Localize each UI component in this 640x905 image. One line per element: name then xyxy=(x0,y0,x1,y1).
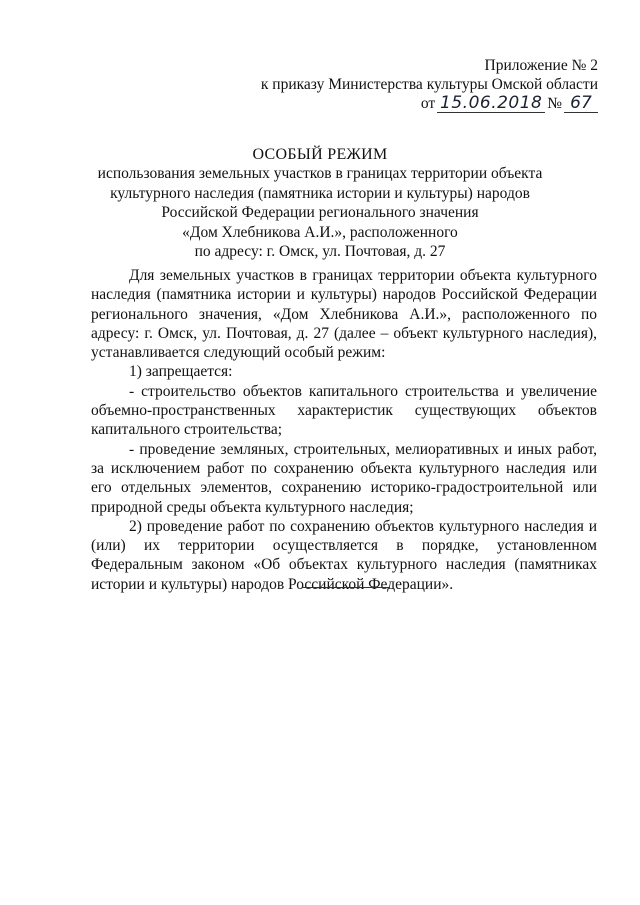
appendix-header xyxy=(261,56,598,113)
handwritten-number: 67 xyxy=(564,95,598,113)
document-body xyxy=(91,266,597,594)
paragraph-construction: - строительство объектов капитального строительства и увеличение объемно-пространственных характеристик существующих объектов капитального строительства; xyxy=(91,382,597,439)
paragraph-prohibited: 1) запрещается: xyxy=(129,363,233,381)
handwritten-date: 15.06.2018 xyxy=(437,95,545,113)
paragraph-intro: Для земельных участков в границах территории объекта культурного наследия (памятника истории и культуры) народов Российской Федерации регионального значения, «Дом Хлебникова А.И.», расположенного по адресу: г. Омск, ул. Почтовая, д. 27 (далее – объект культурного наследия), устанавливается следующий особый режим: xyxy=(91,267,597,362)
date-prefix: от xyxy=(420,95,436,112)
document-title: ОСОБЫЙ РЕЖИМ xyxy=(252,146,388,163)
paragraph-earthworks: - проведение земляных, строительных, мелиоративных и иных работ, за исключением работ по сохранению объекта культурного наследия или его отдельных элементов, сохранению историко-градостроительной или природной среды объекта культурного наследия; xyxy=(91,440,597,516)
paragraph-preservation: 2) проведение работ по сохранению объектов культурного наследия и (или) их территории осуществляется в порядке, установленном Федеральным законом «Об объектах культурного наследия (памятниках истории и культуры) народов Российской Федерации». xyxy=(91,517,597,593)
order-reference: к приказу Министерства культуры Омской области xyxy=(260,76,598,93)
subtitle-line: использования земельных участков в границах территории объекта xyxy=(97,165,543,182)
subtitle-line: Российской Федерации регионального значения xyxy=(161,204,479,222)
number-sign: № xyxy=(547,95,562,112)
subtitle-line: культурного наследия (памятника истории и культуры) народов xyxy=(110,184,530,202)
subtitle-line: по адресу: г. Омск, ул. Почтовая, д. 27 xyxy=(194,243,446,261)
closing-rule xyxy=(303,587,390,588)
document-subtitle xyxy=(0,164,640,262)
subtitle-line: «Дом Хлебникова А.И.», расположенного xyxy=(182,223,458,241)
order-date-line xyxy=(261,94,598,113)
appendix-number: Приложение № 2 xyxy=(484,57,598,74)
